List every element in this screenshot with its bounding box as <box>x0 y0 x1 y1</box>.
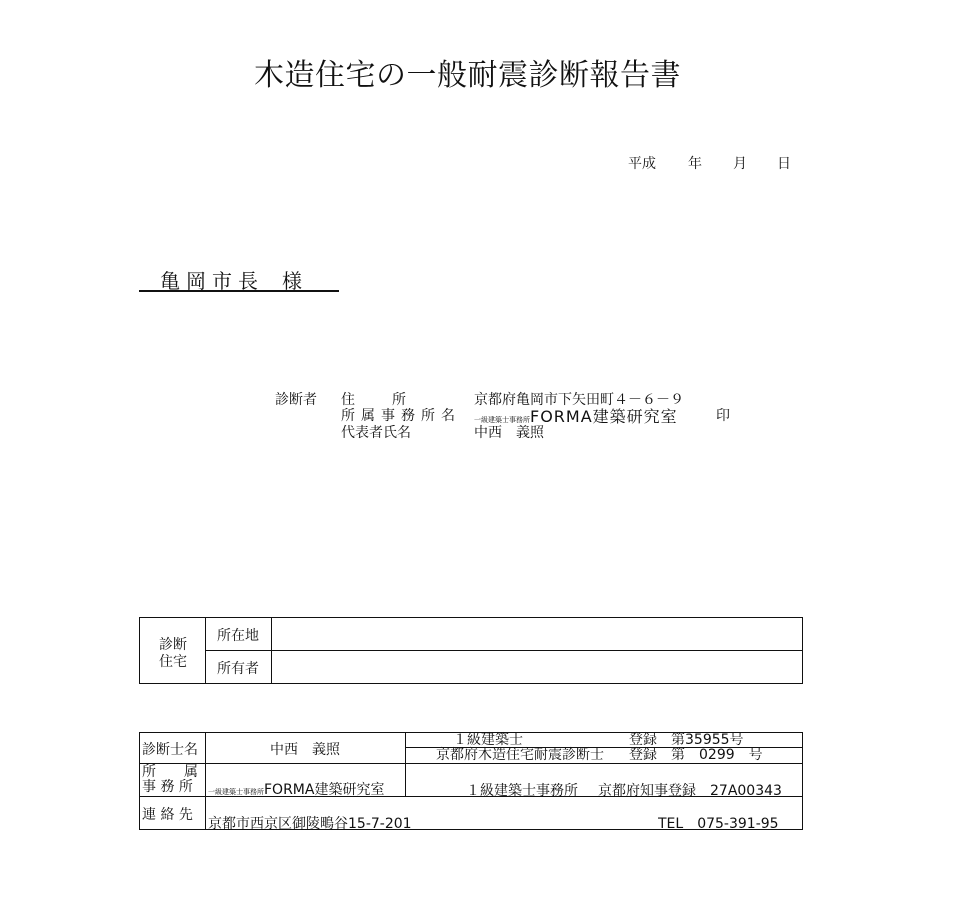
office-full-name <box>208 779 384 799</box>
diagnostician-name-value: 中西 義照 <box>270 742 340 758</box>
contact-tel: TEL 075-391-95 <box>658 816 779 832</box>
info-table-row-divider-1 <box>139 763 803 764</box>
representative-value: 中西 義照 <box>474 425 544 441</box>
office-prefix: 一級建築士事務所 <box>474 416 530 424</box>
address-label: 住 所 <box>341 392 409 408</box>
date-year: 年 <box>688 156 702 172</box>
info-table-col-divider <box>205 732 206 830</box>
diagnostician-name-label: 診断士名 <box>142 742 198 758</box>
qualification-1: １級建築士 <box>453 732 523 748</box>
office-type: １級建築士事務所 <box>466 783 578 799</box>
office-table-name: FORMA建築研究室 <box>264 782 385 798</box>
office-label: 所属事務所名 <box>341 408 461 424</box>
registration-2: 登録 第 0299 号 <box>629 747 763 763</box>
info-table-qual-divider <box>405 732 406 796</box>
diagnostician-heading: 診断者 <box>275 392 317 408</box>
seal-mark: 印 <box>716 408 730 424</box>
addressee-honorific: 様 <box>282 269 308 293</box>
location-label: 所在地 <box>217 628 259 644</box>
representative-label: 代表者氏名 <box>341 425 411 441</box>
qualification-2: 京都府木造住宅耐震診断士 <box>436 747 604 763</box>
addressee-underline <box>139 290 339 292</box>
contact-address: 京都市西京区御陵鴫谷15-7-201 <box>208 816 412 832</box>
office-table-prefix: 一級建築士事務所 <box>208 788 264 796</box>
office-registration: 京都府知事登録 27A00343 <box>598 783 782 799</box>
address-value: 京都府亀岡市下矢田町４－６－９ <box>474 392 684 408</box>
house-group-label-2: 住宅 <box>159 654 187 670</box>
registration-1: 登録 第35955号 <box>629 732 744 748</box>
contact-label: 連 絡 先 <box>142 807 193 823</box>
date-month: 月 <box>733 156 747 172</box>
addressee-name: 亀岡市長 <box>160 269 264 293</box>
office-label-line-1: 所 属 <box>142 764 198 780</box>
page-title: 木造住宅の一般耐震診断報告書 <box>254 58 681 93</box>
date-day: 日 <box>777 156 791 172</box>
date-era: 平成 <box>628 156 656 172</box>
office-name: FORMA建築研究室 <box>530 407 678 426</box>
house-group-label-1: 診断 <box>159 637 187 653</box>
house-table-row-divider <box>205 650 803 651</box>
owner-label: 所有者 <box>217 661 259 677</box>
office-label-line-2: 事 務 所 <box>142 779 193 795</box>
